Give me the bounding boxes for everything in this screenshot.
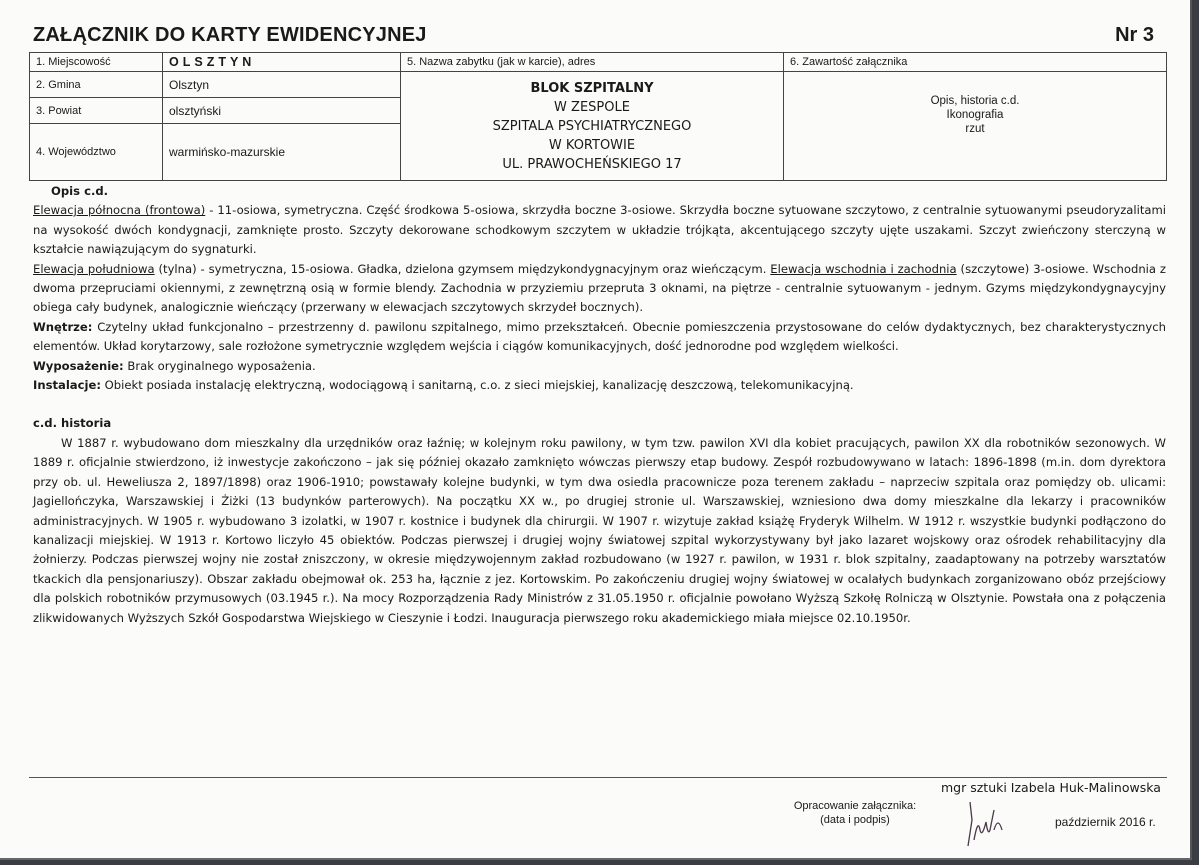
elevation-label: Elewacja południowa: [33, 261, 155, 276]
gmina-label: 2. Gmina: [30, 72, 163, 98]
prepared-date: październik 2016 r.: [1055, 815, 1156, 829]
paragraph-text: - 11-osiowa, symetryczna. Część środkowa 5-osiowa, skrzydła boczne 3-osiowe. Skrzydła boczne sytuowane szczytowo, z centralnie sytuowanymi pseudoryzalitami na wysokość dwóch kondygnacji, zamknięte prosto. Szczyty dekorowane schodkowym szczytem w układzie trójkąta, akcentującego szczyty ujęte uszakami. Szczyt zwieńczony sterczyną w kształcie nawiązującym do sygnaturki.: [33, 203, 1166, 257]
document-body: [33, 182, 1166, 628]
opis-section: [33, 201, 1166, 395]
attachment-number: Nr 3: [1115, 24, 1154, 46]
monument-name-line: BLOK SZPITALNY: [530, 80, 654, 96]
prepared-by-label: [770, 799, 940, 827]
signature-image: [960, 800, 1020, 850]
contents-line: Ikonografia: [946, 109, 1004, 121]
nazwa-label: 5. Nazwa zabytku (jak w karcie), adres: [401, 53, 784, 72]
section-label: Wnętrze:: [33, 319, 93, 334]
elevation-label: Elewacja wschodnia i zachodnia: [770, 261, 957, 276]
historia-heading: c.d. historia: [33, 416, 112, 431]
paragraph-text: Brak oryginalnego wyposażenia.: [123, 358, 316, 373]
monument-name: [401, 72, 784, 181]
zawartosc-label: 6. Zawartość załącznika: [784, 53, 1167, 72]
monument-name-line: W KORTOWIE: [548, 137, 636, 153]
opis-paragraph: [33, 260, 1166, 318]
author-name: mgr sztuki Izabela Huk-Malinowska: [941, 780, 1161, 795]
header-table: [29, 52, 1167, 181]
powiat-value: olsztyński: [163, 98, 401, 124]
monument-name-line: SZPITALA PSYCHIATRYCZNEGO: [492, 118, 692, 134]
powiat-label: 3. Powiat: [30, 98, 163, 124]
miejscowosc-value: OLSZTYN: [163, 53, 401, 72]
monument-name-line: UL. PRAWOCHEŃSKIEGO 17: [502, 156, 682, 172]
footer-divider: [29, 777, 1167, 778]
paragraph-text: (szczytowe) 3-osiowe. Wschodnia z dwoma przepruciami okiennymi, z zewnętrzną osią w formie blendy. Zachodnia w przyziemiu przepruta 3 oknami, na piętrze - centralnie sytuowanym - jednym. Gzyms międzykondygnaycyjny obiega cały budynek, analogicznie wieńczący (przerwany w elewacjach szczytowych skrzydeł bocznych).: [33, 261, 1167, 315]
monument-name-line: W ZESPOLE: [554, 99, 630, 115]
paragraph-text: (tylna) - symetryczna, 15-osiowa. Gładka, dzielona gzymsem międzykondygnacyjnym oraz wieńczącym.: [154, 261, 771, 276]
opis-heading: Opis c.d.: [51, 184, 109, 198]
wojewodztwo-value: warmińsko-mazurskie: [163, 124, 401, 181]
elevation-label: Elewacja północna (frontowa): [33, 203, 206, 218]
prepared-label-line: (data i podpis): [820, 814, 890, 826]
document-title: ZAŁĄCZNIK DO KARTY EWIDENCYJNEJ: [33, 24, 427, 46]
opis-paragraph: [33, 357, 1166, 376]
opis-paragraph: [33, 318, 1166, 357]
historia-text: W 1887 r. wybudowano dom mieszkalny dla urzędników oraz łaźnię; w kolejnym roku pawilony, w tym tzw. pawilon XVI dla kobiet pracujących, pawilon XX dla robotników sezonowych. W 1889 r. oficjalnie stwierdzono, iż inwestycje zakończono – jak się później okazało zamknięto wówczas pierwszy etap budowy. Zespół rozbudowywano w latach: 1896-1898 (m.in. dom dyrektora przy ob. ul. Heweliusza 2, 1897/1898) oraz 1906-1910; powstawały kolejne budynki, w tym dwa osiedla pracownicze poza terenem zakładu – naprzeciw szpitala oraz pomiędzy ob. ulicami: Jagiellończyka, Warszawskiej i Żiżki (13 budynków parterowych). Na początku XX w., po drugiej stronie ul. Warszawskiej, wzniesiono dwa domy mieszkalne dla lekarzy i pracowników administracyjnych. W 1905 r. wybudowano 3 izolatki, w 1907 r. kostnice i budynek dla chirurgii. W 1907 r. wizytuje zakład książę Fryderyk Wilhelm. W 1912 r. wszystkie budynki podłączono do kanalizacji miejskiej. W 1913 r. Kortowo liczyło 45 obiektów. Podczas pierwszej i drugiej wojny światowej szpital wykorzystywany był jako lazaret wojskowy oraz ośrodek rehabilitacyjny dla żołnierzy. Podczas pierwszej wojny nie został zniszczony, w okresie międzywojennym zakład rozbudowano (w 1927 r. pawilon, w 1931 r. blok szpitalny, zaadaptowany na potrzeby warsztatów tkackich dla pensjonariuszy). Obszar zakładu obejmował ok. 253 ha, łącznie z jez. Kortowskim. Po zakończeniu drugiej wojny światowej w ocalałych budynkach zorganizowano obóz przejściowy dla polskich robotników przymusowych (03.1945 r.). Na mocy Rozporządzenia Rady Ministrów z 31.05.1950 r. oficjalnie powołano Wyższą Szkołę Rolniczą w Olsztynie. Powstała ona z połączenia zlikwidowanych Wyższych Szkół Gospodarstwa Wiejskiego w Cieszynie i Łodzi. Inauguracja pierwszego roku akademickiego miała miejsce 02.10.1950r.: [33, 435, 1166, 625]
prepared-label-line: Opracowanie załącznika:: [793, 800, 917, 812]
wojewodztwo-label: 4. Województwo: [30, 124, 163, 181]
contents-line: Opis, historia c.d.: [930, 95, 1020, 107]
paragraph-text: Obiekt posiada instalację elektryczną, wodociągową i sanitarną, c.o. z sieci miejskiej, kanalizację deszczową, telekomunikacyjną.: [100, 378, 854, 393]
section-label: Wyposażenie:: [33, 358, 124, 373]
miejscowosc-label: 1. Miejscowość: [30, 53, 163, 72]
section-label: Instalacje:: [33, 378, 101, 393]
paragraph-text: Czytelny układ funkcjonalno – przestrzenny d. pawilonu szpitalnego, mimo przekształceń. Obecnie pomieszczenia przystosowane do celów dydaktycznych, bez charakterystycznych elementów. Układ korytarzowy, sale rozłożone symetrycznie względem wejścia i ciągów komunikacyjnych, dość jednorodne pod względem wielkości.: [33, 319, 1166, 354]
contents-line: rzut: [965, 123, 985, 135]
attachment-contents: [784, 72, 1167, 181]
opis-paragraph: [33, 201, 1166, 259]
opis-paragraph: [33, 376, 1166, 395]
gmina-value: Olsztyn: [163, 72, 401, 98]
